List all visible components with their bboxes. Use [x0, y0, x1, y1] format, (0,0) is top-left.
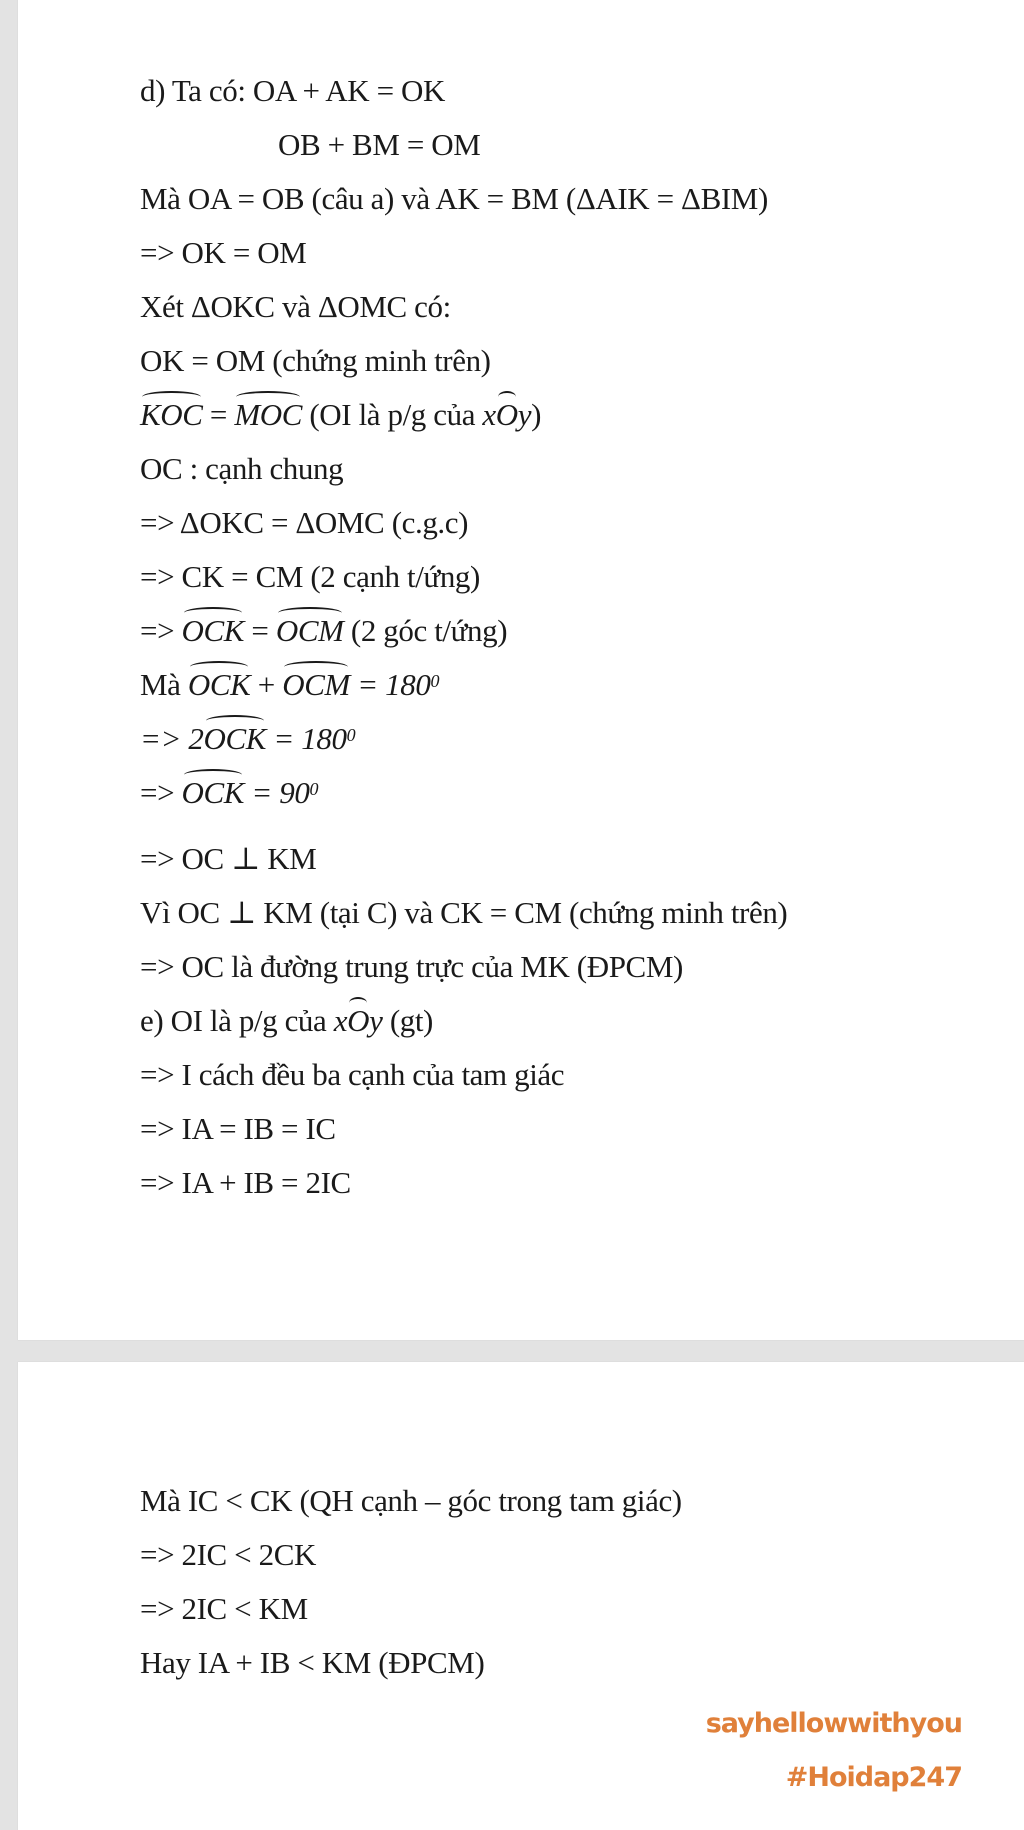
equals-sign: = [202, 397, 235, 432]
proof-line-angle [140, 666, 439, 704]
proof-line: => OK = OM [140, 235, 307, 270]
watermark-hashtag: #Hoidap247 [785, 1762, 962, 1793]
angle-variable: x [333, 1003, 348, 1038]
proof-text: => [140, 775, 182, 810]
proof-line: => CK = CM (2 cạnh t/ứng) [140, 559, 480, 594]
proof-line: => 2IC < KM [140, 1591, 308, 1626]
proof-line: Mà OA = OB (câu a) và AK = BM (ΔAIK = ΔBIM) [140, 181, 768, 216]
proof-line: Hay IA + IB < KM (ĐPCM) [140, 1645, 485, 1680]
proof-text: = 90 [244, 775, 310, 810]
proof-line: => OC là đường trung trực của MK (ĐPCM) [140, 949, 683, 984]
proof-text: => [140, 613, 182, 648]
proof-text: => 2 [140, 721, 204, 756]
plus-sign: + [250, 667, 283, 702]
document-page-2 [18, 1362, 1024, 1830]
angle-symbol: O [495, 397, 518, 432]
proof-line: Vì OC ⊥ KM (tại C) và CK = CM (chứng minh trên) [140, 895, 788, 930]
proof-line-angle [140, 1002, 433, 1040]
degree-symbol: 0 [309, 779, 319, 799]
proof-line: => I cách đều ba cạnh của tam giác [140, 1057, 565, 1092]
proof-text: ) [531, 397, 542, 432]
proof-text: e) OI là p/g của [140, 1003, 334, 1038]
proof-line: => IA = IB = IC [140, 1111, 336, 1146]
proof-line: => IA + IB = 2IC [140, 1165, 351, 1200]
document-page-1 [18, 0, 1024, 1340]
proof-line-angle [140, 612, 507, 650]
angle-variable: x [482, 397, 496, 432]
proof-line-angle [140, 720, 355, 758]
proof-line: => OC ⊥ KM [140, 841, 317, 876]
angle-symbol: O [347, 1003, 370, 1038]
proof-text: = 180 [266, 721, 347, 756]
proof-line: d) Ta có: OA + AK = OK [140, 73, 445, 108]
angle-variable: y [369, 1003, 383, 1038]
proof-text: = 180 [349, 667, 431, 702]
proof-line: => ΔOKC = ΔOMC (c.g.c) [140, 505, 469, 540]
proof-line-angle [140, 774, 318, 812]
proof-line: Mà IC < CK (QH cạnh – góc trong tam giác) [140, 1483, 682, 1518]
angle-symbol: OCK [187, 667, 251, 702]
proof-text: (2 góc t/ứng) [343, 613, 508, 648]
degree-symbol: 0 [430, 671, 440, 691]
watermark-signature: sayhellowwithyou [705, 1708, 962, 1739]
degree-symbol: 0 [346, 725, 356, 745]
angle-variable: y [517, 397, 532, 432]
angle-symbol: MOC [234, 397, 303, 432]
proof-line: OC : cạnh chung [140, 451, 344, 486]
proof-line: Xét ΔOKC và ΔOMC có: [140, 289, 451, 324]
angle-symbol: OCK [181, 775, 245, 810]
proof-line-angle [140, 396, 541, 434]
angle-symbol: OCK [181, 613, 245, 648]
proof-line: OB + BM = OM [278, 127, 481, 162]
equals-sign: = [244, 613, 276, 648]
angle-symbol: KOC [140, 397, 203, 432]
proof-line: => 2IC < 2CK [140, 1537, 316, 1572]
angle-symbol: OCM [275, 613, 344, 648]
angle-symbol: OCK [203, 721, 267, 756]
proof-text: Mà [140, 667, 188, 702]
proof-text: (gt) [382, 1003, 433, 1038]
proof-line: OK = OM (chứng minh trên) [140, 343, 491, 378]
proof-text: (OI là p/g của [302, 397, 483, 432]
angle-symbol: OCM [282, 667, 350, 702]
